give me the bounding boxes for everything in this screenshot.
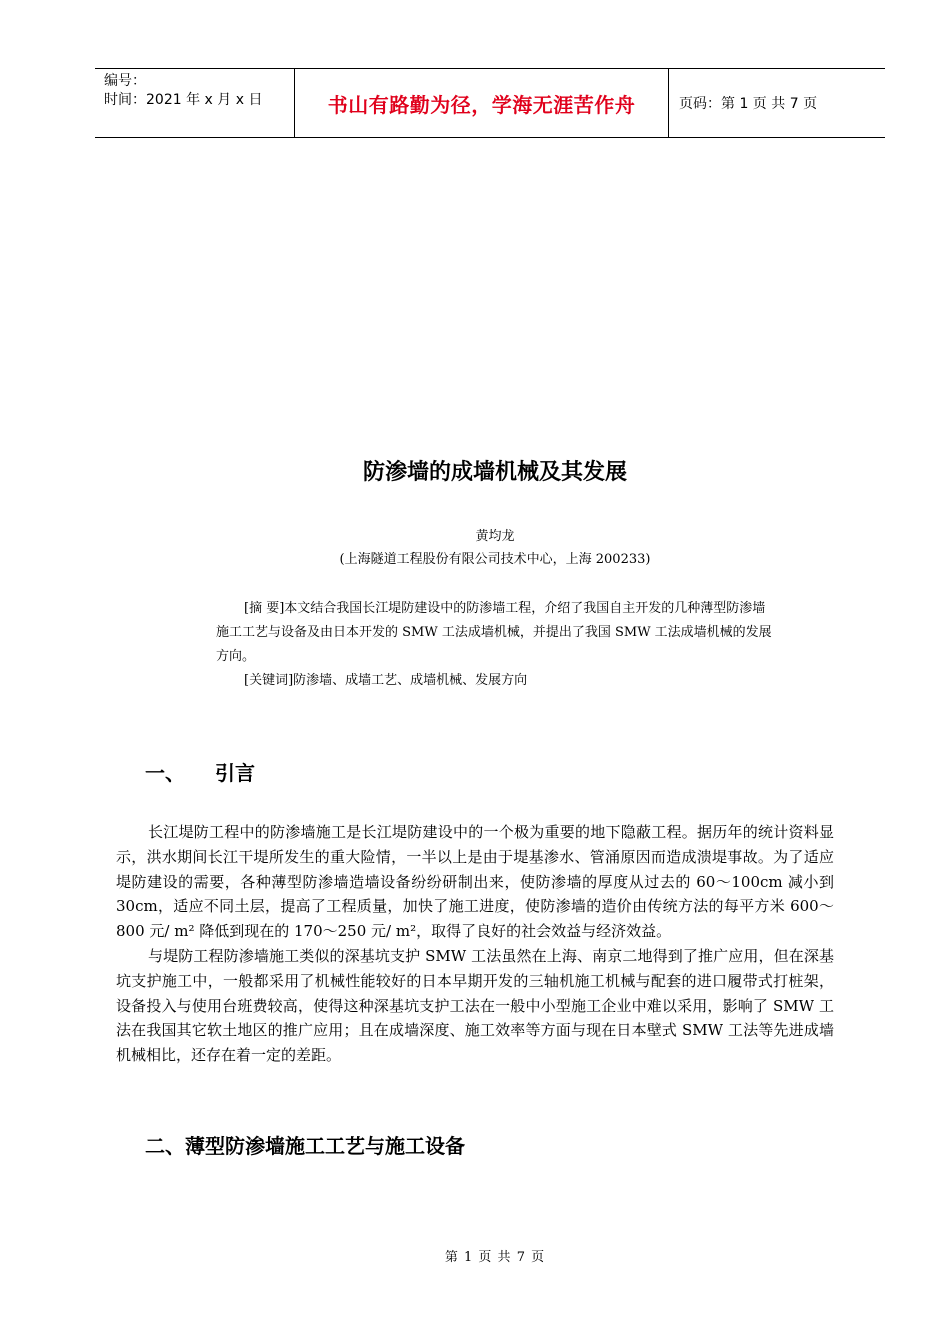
header-meta bbox=[95, 69, 295, 137]
page-footer: 第 1 页 共 7 页 bbox=[444, 1250, 546, 1265]
author-affiliation: (上海隧道工程股份有限公司技术中心，上海 200233) bbox=[339, 552, 651, 567]
abstract-text: [摘 要]本文结合我国长江堤防建设中的防渗墙工程，介绍了我国自主开发的几种薄型防渗墙施工工艺与设备及由日本开发的 SMW 工法成墙机械，并提出了我国 SMW 工法成墙机械的发展方向。 bbox=[216, 601, 772, 664]
section-1-body bbox=[116, 820, 834, 1068]
body-paragraph: 与堤防工程防渗墙施工类似的深基坑支护 SMW 工法虽然在上海、南京二地得到了推广应用，但在深基坑支护施工中，一般都采用了机械性能较好的日本早期开发的三轴机施工机械与配套的进口履带式打桩架，设备投入与使用台班费较高，使得这种深基坑支护工法在一般中小型施工企业中难以采用，影响了 SMW 工法在我国其它软土地区的推广应用；且在成墙深度、施工效率等方面与现在日本壁式 SMW 工法等先进成墙机械相比，还存在着一定的差距。 bbox=[116, 946, 834, 1065]
body-paragraph: 长江堤防工程中的防渗墙施工是长江堤防建设中的一个极为重要的地下隐蔽工程。据历年的统计资料显示，洪水期间长江干堤所发生的重大险情，一半以上是由于堤基渗水、管涌原因而造成溃堤事故。为了适应堤防建设的需要，各种薄型防渗墙造墙设备纷纷研制出来，使防渗墙的厚度从过去的 60～100cm 减小到 30cm，适应不同土层，提高了工程质量，加快了施工进度，使防渗墙的造价由传统方法的每平方米 600～800 元/ m² 降低到现在的 170～250 元/ m²，取得了良好的社会效益与经济效益。 bbox=[116, 823, 834, 941]
header-page-label: 页码：第 1 页 共 7 页 bbox=[679, 96, 818, 112]
section-heading-1 bbox=[145, 757, 255, 786]
author-name: 黄均龙 bbox=[475, 529, 515, 544]
abstract-block bbox=[216, 597, 776, 693]
section-heading-2: 二、薄型防渗墙施工工艺与施工设备 bbox=[145, 1134, 465, 1158]
document-title: 防渗墙的成墙机械及其发展 bbox=[362, 460, 627, 485]
header-motto: 书山有路勤为径，学海无涯苦作舟 bbox=[295, 69, 669, 137]
document-header bbox=[95, 68, 885, 138]
section-number: 一、 bbox=[145, 761, 185, 785]
section-title: 引言 bbox=[215, 761, 255, 785]
time-label: 时间：2021 年 x 月 x 日 bbox=[104, 92, 263, 108]
number-label: 编号： bbox=[104, 73, 146, 89]
keywords-text: [关键词]防渗墙、成墙工艺、成墙机械、发展方向 bbox=[244, 673, 528, 688]
